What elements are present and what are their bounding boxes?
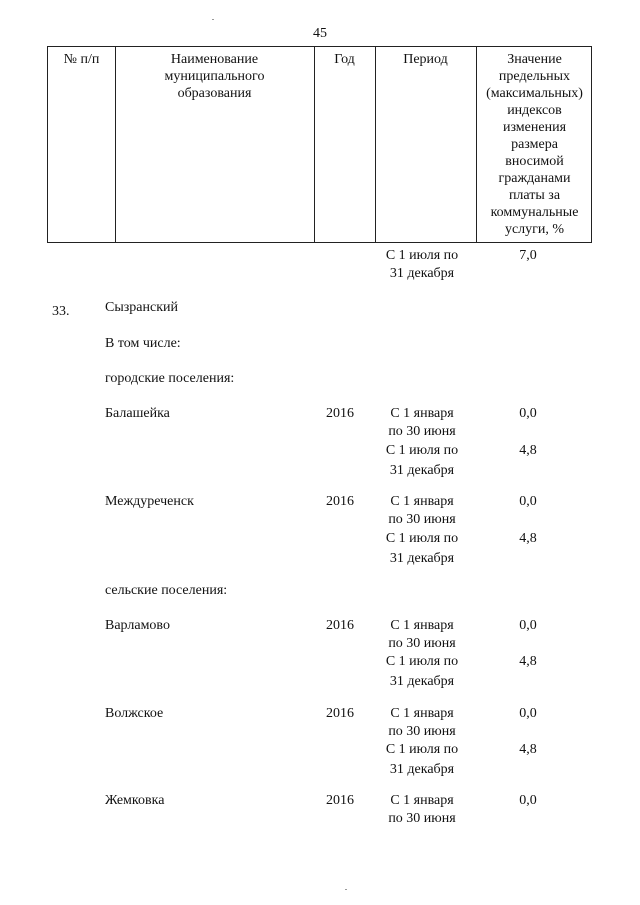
period-first-half: С 1 января по 30 июня bbox=[388, 406, 456, 439]
year: 2016 bbox=[326, 406, 354, 421]
period-first-half: С 1 января по 30 июня bbox=[388, 494, 456, 527]
index-value: 4,8 bbox=[519, 742, 537, 757]
scan-mark bbox=[345, 889, 347, 890]
period-first-half: С 1 января по 30 июня bbox=[388, 793, 456, 826]
header-line: коммунальные bbox=[490, 205, 579, 220]
header-line: предельных bbox=[498, 69, 571, 84]
header-line: Наименование bbox=[170, 52, 259, 67]
header-line: изменения bbox=[502, 120, 567, 135]
index-value: 0,0 bbox=[519, 706, 537, 721]
period-second-half: С 1 июля по 31 декабря bbox=[385, 443, 459, 478]
index-value: 0,0 bbox=[519, 793, 537, 808]
header-line: муниципального bbox=[164, 69, 265, 84]
year: 2016 bbox=[326, 494, 354, 509]
header-line: платы за bbox=[508, 188, 561, 203]
table-header bbox=[47, 46, 592, 243]
urban-heading: городские поселения: bbox=[105, 371, 235, 386]
index-value: 4,8 bbox=[519, 654, 537, 669]
header-period: Период bbox=[403, 52, 448, 67]
municipality-name: Балашейка bbox=[105, 406, 170, 421]
header-line: услуги, % bbox=[504, 222, 565, 237]
index-value: 0,0 bbox=[519, 406, 537, 421]
header-line: размера bbox=[511, 137, 558, 152]
including-label: В том числе: bbox=[105, 336, 181, 351]
period-second-half: С 1 июля по 31 декабря bbox=[385, 654, 459, 689]
year: 2016 bbox=[326, 706, 354, 721]
header-line: индексов bbox=[507, 103, 562, 118]
header-line: гражданами bbox=[498, 171, 571, 186]
year: 2016 bbox=[326, 618, 354, 633]
header-line: образования bbox=[177, 86, 252, 101]
municipality-name: Междуреченск bbox=[105, 494, 194, 509]
period-first-half: С 1 января по 30 июня bbox=[388, 706, 456, 739]
column-divider bbox=[314, 47, 315, 242]
header-number: № п/п bbox=[63, 52, 100, 67]
header-value bbox=[476, 51, 593, 238]
page-number: 45 bbox=[313, 26, 327, 41]
period-first-half: С 1 января по 30 июня bbox=[388, 618, 456, 651]
header-year: Год bbox=[334, 52, 355, 67]
section-title: Сызранский bbox=[105, 300, 178, 315]
carryover-period: С 1 июля по 31 декабря bbox=[385, 248, 459, 281]
municipality-name: Волжское bbox=[105, 706, 164, 721]
section-number: 33. bbox=[52, 304, 70, 319]
municipality-name: Варламово bbox=[105, 618, 170, 633]
year: 2016 bbox=[326, 793, 354, 808]
column-divider bbox=[375, 47, 376, 242]
index-value: 4,8 bbox=[519, 443, 537, 458]
carryover-value: 7,0 bbox=[519, 248, 537, 263]
scan-mark bbox=[212, 19, 214, 20]
header-municipality bbox=[115, 51, 314, 102]
header-line: Значение bbox=[507, 52, 562, 67]
municipality-name: Жемковка bbox=[105, 793, 165, 808]
rural-heading: сельские поселения: bbox=[105, 583, 228, 598]
index-value: 0,0 bbox=[519, 494, 537, 509]
period-second-half: С 1 июля по 31 декабря bbox=[385, 531, 459, 566]
period-second-half: С 1 июля по 31 декабря bbox=[385, 742, 459, 777]
header-line: (максимальных) bbox=[486, 86, 583, 101]
index-value: 0,0 bbox=[519, 618, 537, 633]
header-line: вносимой bbox=[505, 154, 564, 169]
index-value: 4,8 bbox=[519, 531, 537, 546]
